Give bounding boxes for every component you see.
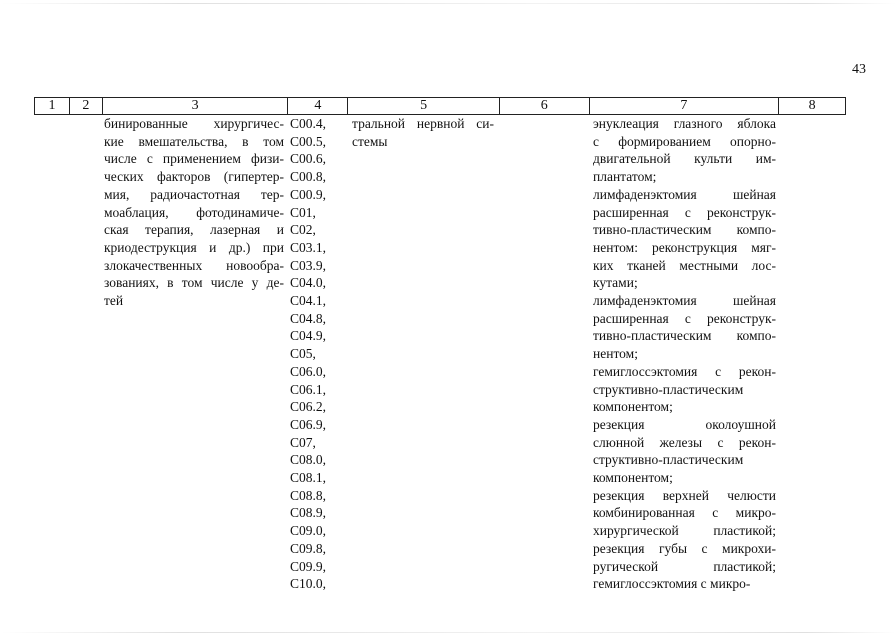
text-line: расширенная с реконструк- <box>593 310 776 326</box>
header-cell-7: 7 <box>590 98 780 114</box>
text-line: резекция околоушной <box>593 416 776 432</box>
column-4-icd-codes <box>290 115 346 593</box>
text-line: C06.2, <box>290 399 327 415</box>
text-line: плантатом; <box>593 169 657 185</box>
header-cell-1: 1 <box>35 98 70 114</box>
text-line: слюнной железы с рекон- <box>593 434 776 450</box>
text-line: C08.9, <box>290 505 327 521</box>
table-header-row <box>34 97 846 115</box>
header-cell-5: 5 <box>348 98 500 114</box>
text-line: резекция губы с микрохи- <box>593 540 776 556</box>
text-line: энуклеация глазного яблока <box>593 116 776 131</box>
text-line: нентом; <box>593 346 638 362</box>
text-line: C04.9, <box>290 328 327 344</box>
text-line: C00.8, <box>290 169 327 185</box>
text-line: C08.1, <box>290 470 327 486</box>
text-line: числе с применением физи- <box>104 151 284 167</box>
text-line: C01, <box>290 204 316 220</box>
text-line: C06.9, <box>290 416 327 432</box>
text-line: мия, радиочастотная тер- <box>104 186 284 202</box>
text-line: кие вмешательства, в том <box>104 133 284 149</box>
header-cell-3: 3 <box>103 98 289 114</box>
text-line: C10.0, <box>290 576 327 592</box>
text-line: тивно-пластическим компо- <box>593 328 776 344</box>
text-line: гемиглоссэктомия с рекон- <box>593 363 776 379</box>
text-line: кутами; <box>593 275 638 291</box>
text-line: зованиях, в том числе у де- <box>104 275 284 291</box>
text-line: C08.0, <box>290 452 327 468</box>
column-3-intervention-text <box>104 115 284 310</box>
text-line: ская терапия, лазерная и <box>104 222 284 238</box>
text-line: C00.4, <box>290 116 327 131</box>
column-5-diagnosis-text <box>352 115 494 150</box>
text-line: злокачественных новообра- <box>104 257 284 273</box>
text-line: C04.8, <box>290 310 327 326</box>
text-line: расширенная с реконструк- <box>593 204 776 220</box>
text-line: C03.1, <box>290 239 327 255</box>
text-line: C02, <box>290 222 316 238</box>
text-line: хирургической пластикой; <box>593 523 776 539</box>
text-line: C00.5, <box>290 133 327 149</box>
text-line: тивно-пластическим компо- <box>593 222 776 238</box>
text-line: C05, <box>290 346 316 362</box>
page-number: 43 <box>852 62 866 77</box>
text-line: C04.1, <box>290 293 327 309</box>
header-cell-4: 4 <box>288 98 348 114</box>
text-line: стемы <box>352 133 388 149</box>
text-line: C08.8, <box>290 487 327 503</box>
text-line: комбинированная с микро- <box>593 505 776 521</box>
text-line: резекция верхней челюсти <box>593 487 776 503</box>
text-line: C07, <box>290 434 316 450</box>
text-line: криодеструкция и др.) при <box>104 239 284 255</box>
text-line: компонентом; <box>593 399 673 415</box>
text-line: C06.0, <box>290 363 327 379</box>
text-line: C03.9, <box>290 257 327 273</box>
text-line: гемиглоссэктомия с микро- <box>593 576 751 592</box>
text-line: тральной нервной си- <box>352 116 494 131</box>
text-line: с формированием опорно- <box>593 133 776 149</box>
text-line: ческих факторов (гипертер- <box>104 169 284 185</box>
header-cell-6: 6 <box>500 98 590 114</box>
text-line: лимфаденэктомия шейная <box>593 293 776 309</box>
header-cell-8: 8 <box>808 98 816 113</box>
text-line: компонентом; <box>593 470 673 486</box>
scan-artifact-top <box>0 3 896 4</box>
text-line: структивно-пластическим <box>593 452 744 468</box>
text-line: C09.9, <box>290 558 327 574</box>
text-line: C09.0, <box>290 523 327 539</box>
text-line: C09.8, <box>290 540 327 556</box>
text-line: C00.6, <box>290 151 327 167</box>
text-line: структивно-пластическим <box>593 381 744 397</box>
header-cell-2: 2 <box>70 98 103 114</box>
column-7-methods-text <box>593 115 776 593</box>
text-line: лимфаденэктомия шейная <box>593 186 776 202</box>
text-line: моаблация, фотодинамиче- <box>104 204 284 220</box>
text-line: ругической пластикой; <box>593 558 776 574</box>
text-line: бинированные хирургичес- <box>104 116 284 131</box>
text-line: тей <box>104 293 124 309</box>
text-line: C06.1, <box>290 381 327 397</box>
text-line: C00.9, <box>290 186 327 202</box>
text-line: нентом: реконструкция мяг- <box>593 239 776 255</box>
scan-artifact-bottom <box>0 632 896 633</box>
text-line: C04.0, <box>290 275 327 291</box>
text-line: двигательной культи им- <box>593 151 776 167</box>
text-line: ких тканей местными лос- <box>593 257 776 273</box>
